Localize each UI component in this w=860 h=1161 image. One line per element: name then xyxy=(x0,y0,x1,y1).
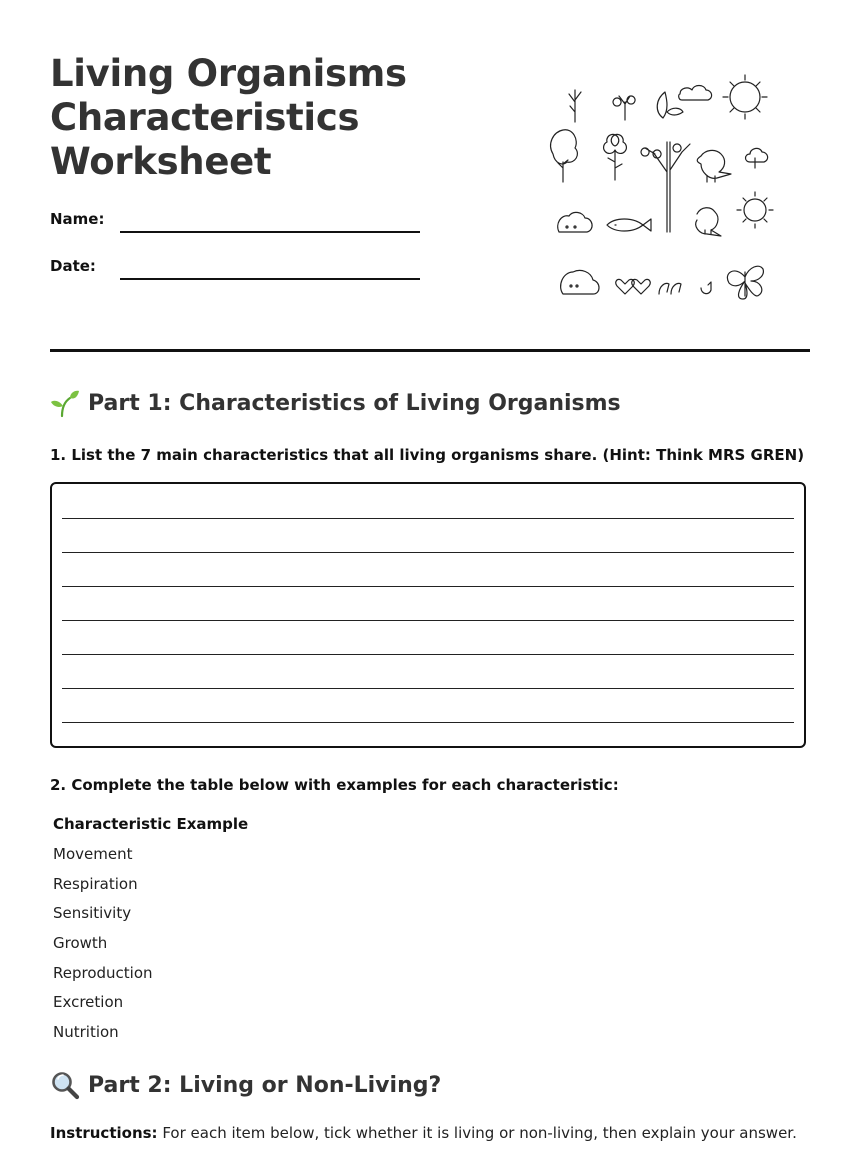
header-divider xyxy=(50,349,810,352)
table-row: Respiration xyxy=(53,874,138,893)
magnifying-glass-icon xyxy=(50,1070,80,1100)
answer-line[interactable] xyxy=(62,552,794,553)
characteristics-table xyxy=(53,813,248,1051)
title-line-2: Characteristics xyxy=(50,96,360,139)
instructions-text: For each item below, tick whether it is living or non-living, then explain your answer. xyxy=(157,1124,797,1142)
date-label: Date: xyxy=(50,257,96,275)
answer-line[interactable] xyxy=(62,722,794,723)
table-row: Reproduction xyxy=(53,963,153,982)
column-header-characteristic: Characteristic xyxy=(53,815,172,833)
instructions-label: Instructions: xyxy=(50,1124,158,1142)
answer-line[interactable] xyxy=(62,688,794,689)
answer-line[interactable] xyxy=(62,518,794,519)
column-header-example: Example xyxy=(176,815,249,833)
instructions xyxy=(50,1124,797,1142)
table-row: Movement xyxy=(53,845,133,863)
table-header xyxy=(53,813,248,843)
part2-heading xyxy=(50,1070,441,1100)
seedling-icon xyxy=(50,388,80,418)
worksheet-title xyxy=(50,52,470,184)
answer-line[interactable] xyxy=(62,654,794,655)
table-row: Excretion xyxy=(53,993,124,1012)
part2-heading-text: Part 2: Living or Non-Living? xyxy=(88,1072,442,1098)
title-line-3: Worksheet xyxy=(50,140,272,183)
nature-doodles-icon xyxy=(545,72,780,307)
name-field[interactable] xyxy=(120,231,420,233)
table-row: Growth xyxy=(53,934,108,953)
question-2: 2. Complete the table below with examples for each characteristic: xyxy=(50,776,619,794)
table-row: Sensitivity xyxy=(53,904,132,923)
answer-box[interactable] xyxy=(50,482,806,748)
table-row: Nutrition xyxy=(53,1023,119,1042)
part1-heading xyxy=(50,388,621,418)
name-label: Name: xyxy=(50,210,105,228)
title-line-1: Living Organisms xyxy=(50,52,407,95)
date-field[interactable] xyxy=(120,278,420,280)
answer-line[interactable] xyxy=(62,586,794,587)
part1-heading-text: Part 1: Characteristics of Living Organisms xyxy=(88,390,621,416)
answer-line[interactable] xyxy=(62,620,794,621)
question-1: 1. List the 7 main characteristics that all living organisms share. (Hint: Think MRS GREN) xyxy=(50,446,805,464)
